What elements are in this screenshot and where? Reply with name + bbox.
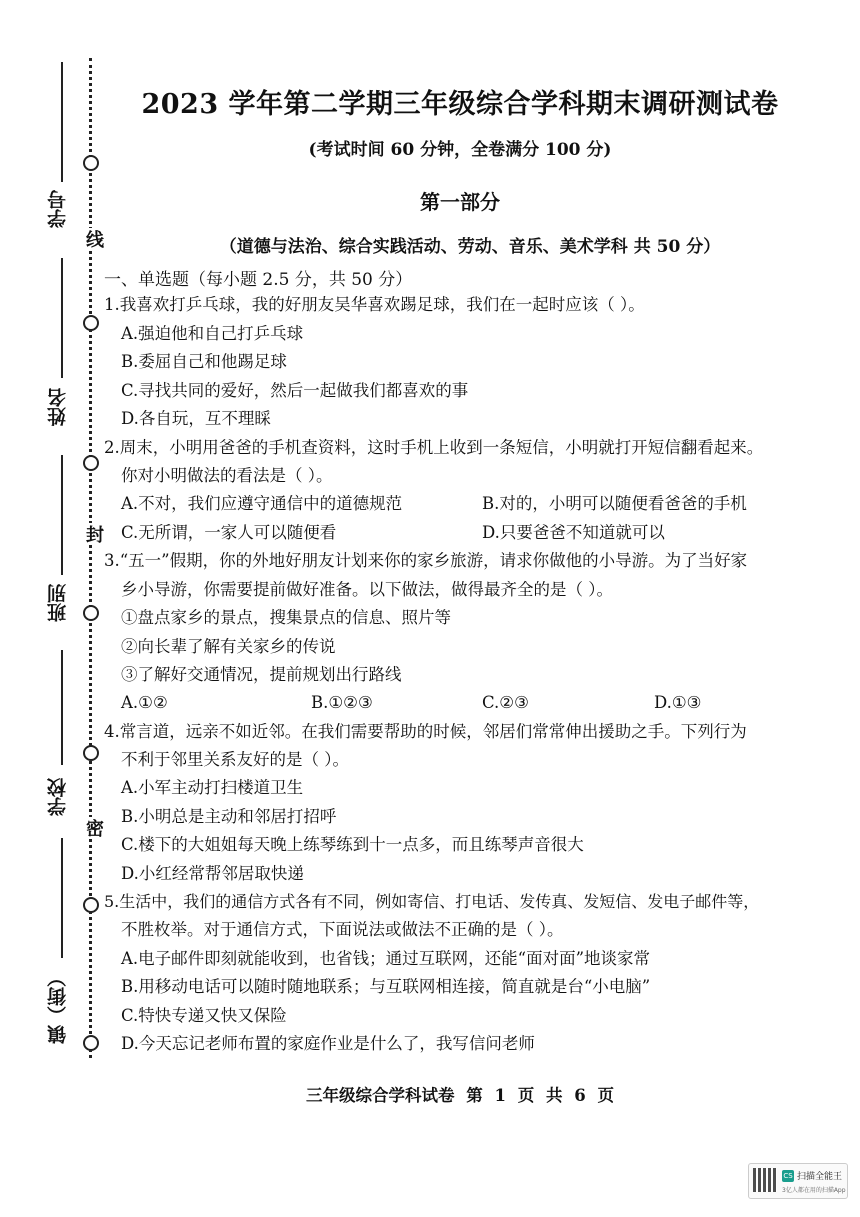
question-4-stem-cont: 不利于邻里关系友好的是（ ）。 xyxy=(121,750,349,769)
watermark-app-name: 扫描全能王 xyxy=(797,1172,843,1182)
student-number-field[interactable] xyxy=(61,62,63,182)
part-heading: 第一部分 xyxy=(420,190,500,214)
class-field[interactable] xyxy=(61,455,63,575)
student-number-label: 学号 xyxy=(47,190,69,228)
town-label: 镇（街） xyxy=(47,968,69,1044)
question-2-stem-cont: 你对小明做法的看法是（ ）。 xyxy=(121,466,333,485)
watermark-tagline: 3亿人都在用的扫描App xyxy=(782,1187,846,1194)
question-1-option-d[interactable]: D.各自玩，互不理睬 xyxy=(121,409,271,428)
exam-title: 2023 学年第二学期三年级综合学科期末调研测试卷 xyxy=(141,89,779,120)
binding-hole xyxy=(83,455,99,471)
question-3-stem: 3.“五一”假期，你的外地好朋友计划来你的家乡旅游，请求你做他的小导游。为了当好家 xyxy=(104,551,748,570)
seal-mark-line: 线 xyxy=(80,228,106,250)
school-label: 学校 xyxy=(47,778,69,816)
binding-hole xyxy=(83,155,99,171)
camscanner-logo: CS xyxy=(783,1172,793,1180)
seal-mark-seal: 封 xyxy=(80,523,106,545)
question-5-option-b[interactable]: B.用移动电话可以随时随地联系；与互联网相连接，简直就是台“小电脑” xyxy=(121,977,651,996)
question-4-option-b[interactable]: B.小明总是主动和邻居打招呼 xyxy=(121,807,337,826)
scanner-watermark xyxy=(748,1163,848,1199)
question-1-option-c[interactable]: C.寻找共同的爱好，然后一起做我们都喜欢的事 xyxy=(121,381,469,400)
question-3-item-1: ①盘点家乡的景点，搜集景点的信息、照片等 xyxy=(121,608,451,627)
question-2-option-b[interactable]: B.对的，小明可以随便看爸爸的手机 xyxy=(482,494,747,513)
question-2-stem: 2.周末，小明用爸爸的手机查资料，这时手机上收到一条短信，小明就打开短信翻看起来。 xyxy=(104,438,764,457)
question-4-stem: 4.常言道，远亲不如近邻。在我们需要帮助的时候，邻居们常常伸出援助之手。下列行为 xyxy=(104,722,747,741)
question-3-item-3: ③了解好交通情况，提前规划出行路线 xyxy=(121,665,402,684)
question-1-option-b[interactable]: B.委屈自己和他踢足球 xyxy=(121,352,287,371)
part-subjects-note: （道德与法治、综合实践活动、劳动、音乐、美术学科 共 50 分） xyxy=(219,237,721,257)
question-3-item-2: ②向长辈了解有关家乡的传说 xyxy=(121,637,336,656)
question-2-option-d[interactable]: D.只要爸爸不知道就可以 xyxy=(482,523,665,542)
question-3-stem-cont: 乡小导游，你需要提前做好准备。以下做法，做得最齐全的是（ ）。 xyxy=(121,580,613,599)
binding-hole xyxy=(83,745,99,761)
question-5-option-a[interactable]: A.电子邮件即刻就能收到，也省钱；通过互联网，还能“面对面”地谈家常 xyxy=(121,949,651,968)
name-label: 姓名 xyxy=(47,388,69,426)
question-3-option-c[interactable]: C.②③ xyxy=(482,693,529,712)
binding-hole xyxy=(83,897,99,913)
name-field[interactable] xyxy=(61,258,63,378)
binding-hole xyxy=(83,1035,99,1051)
question-3-option-d[interactable]: D.①③ xyxy=(654,693,702,712)
question-5-stem: 5.生活中，我们的通信方式各有不同，例如寄信、打电话、发传真、发短信、发电子邮件等， xyxy=(104,892,760,911)
question-1-stem: 1.我喜欢打乒乓球，我的好朋友吴华喜欢踢足球，我们在一起时应该（ ）。 xyxy=(104,295,645,314)
binding-hole xyxy=(83,315,99,331)
question-4-option-c[interactable]: C.楼下的大姐姐每天晚上练琴练到十一点多，而且练琴声音很大 xyxy=(121,835,584,854)
question-2-option-a[interactable]: A.不对，我们应遵守通信中的道德规范 xyxy=(121,494,403,513)
seal-mark-secret: 密 xyxy=(80,817,106,839)
question-5-option-d[interactable]: D.今天忘记老师布置的家庭作业是什么了，我写信问老师 xyxy=(121,1034,535,1053)
town-field[interactable] xyxy=(61,838,63,958)
question-4-option-a[interactable]: A.小军主动打扫楼道卫生 xyxy=(121,778,304,797)
question-5-stem-cont: 不胜枚举。对于通信方式，下面说法或做法不正确的是（ ）。 xyxy=(121,920,564,939)
question-3-option-b[interactable]: B.①②③ xyxy=(311,693,373,712)
binding-margin xyxy=(0,0,130,1217)
question-5-option-c[interactable]: C.特快专递又快又保险 xyxy=(121,1006,287,1025)
question-2-option-c[interactable]: C.无所谓，一家人可以随便看 xyxy=(121,523,337,542)
school-field[interactable] xyxy=(61,650,63,765)
class-label: 班别 xyxy=(47,584,69,622)
question-1-option-a[interactable]: A.强迫他和自己打乒乓球 xyxy=(121,324,304,343)
section-heading: 一、单选题（每小题 2.5 分，共 50 分） xyxy=(104,270,413,290)
qr-code-icon xyxy=(753,1168,777,1192)
binding-hole xyxy=(83,605,99,621)
exam-subtitle: (考试时间 60 分钟，全卷满分 100 分) xyxy=(308,140,612,160)
question-4-option-d[interactable]: D.小红经常帮邻居取快递 xyxy=(121,864,304,883)
question-3-option-a[interactable]: A.①② xyxy=(121,693,168,712)
page-footer: 三年级综合学科试卷 第 1 页 共 6 页 xyxy=(306,1086,614,1105)
